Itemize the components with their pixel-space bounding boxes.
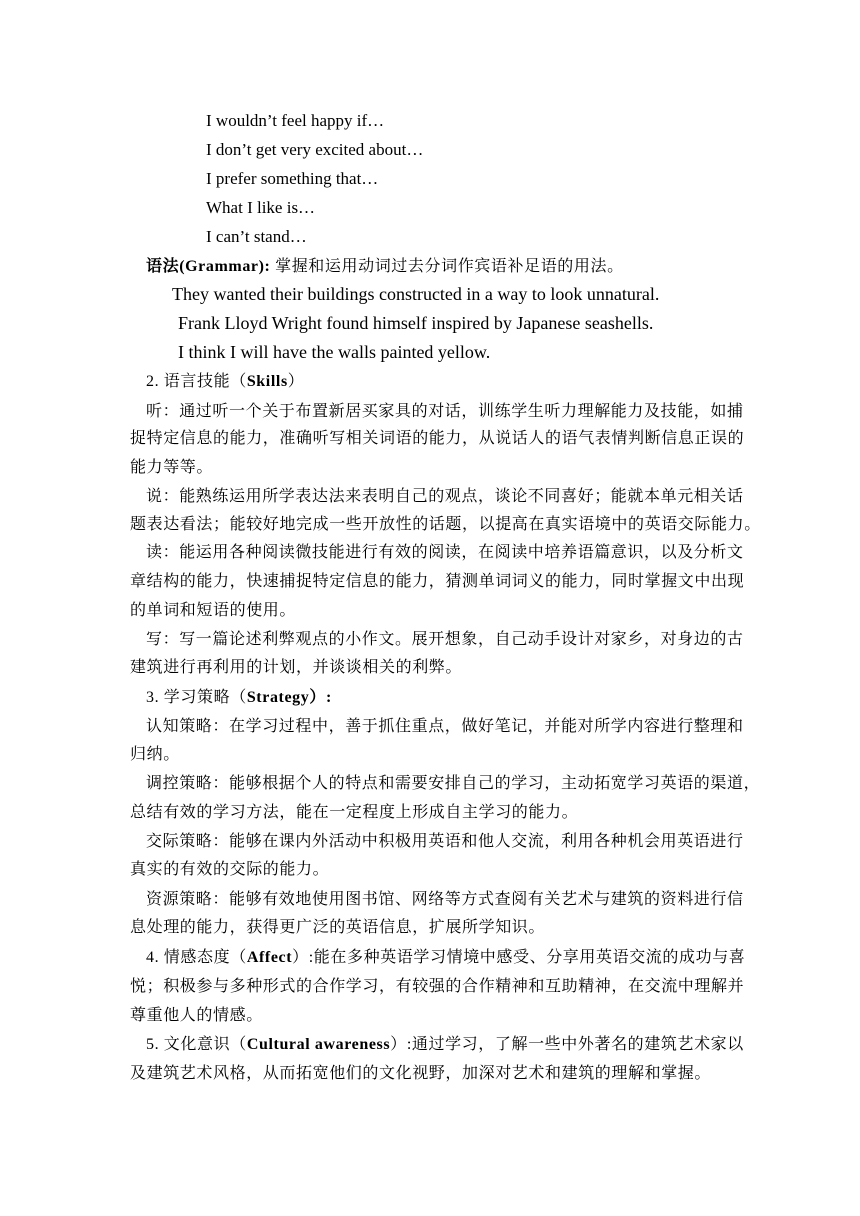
cultural-line: 5. 文化意识（Cultural awareness）:通过学习，了解一些中外著名的建筑艺术家以 <box>146 1036 744 1053</box>
cultural-line: 及建筑艺术风格，从而拓宽他们的文化视野，加深对艺术和建筑的理解和掌握。 <box>130 1065 712 1082</box>
affect-line: 尊重他人的情感。 <box>130 1007 263 1024</box>
regulative-line: 总结有效的学习方法，能在一定程度上形成自主学习的能力。 <box>130 804 579 821</box>
speaking-line: 题表达看法；能较好地完成一些开放性的话题，以提高在真实语境中的英语交际能力。 <box>130 516 761 533</box>
speaking-line: 说：能熟练运用所学表达法来表明自己的观点，谈论不同喜好；能就本单元相关话 <box>146 488 744 505</box>
communicative-line: 真实的有效的交际的能力。 <box>130 861 330 878</box>
phrase-line: I can’t stand… <box>206 227 307 246</box>
writing-line: 写：写一篇论述利弊观点的小作文。展开想象，自己动手设计对家乡，对身边的古 <box>146 631 744 648</box>
strategy-heading: 3. 学习策略（Strategy）: <box>146 689 332 706</box>
listening-line: 听：通过听一个关于布置新居买家具的对话，训练学生听力理解能力及技能，如捕 <box>146 403 744 420</box>
reading-line: 的单词和短语的使用。 <box>130 602 297 619</box>
resource-line: 息处理的能力，获得更广泛的英语信息，扩展所学知识。 <box>130 919 546 936</box>
listening-line: 能力等等。 <box>130 459 214 476</box>
phrase-line: I don’t get very excited about… <box>206 140 424 159</box>
cognitive-line: 认知策略：在学习过程中，善于抓住重点，做好笔记，并能对所学内容进行整理和 <box>146 718 744 735</box>
grammar-example: I think I will have the walls painted yellow. <box>178 342 491 362</box>
resource-line: 资源策略：能够有效地使用图书馆、网络等方式查阅有关艺术与建筑的资料进行信 <box>146 891 744 908</box>
cognitive-line: 归纳。 <box>130 746 180 763</box>
phrase-line: What I like is… <box>206 198 316 217</box>
reading-line: 读：能运用各种阅读微技能进行有效的阅读，在阅读中培养语篇意识，以及分析文 <box>146 544 744 561</box>
affect-line: 悦；积极参与多种形式的合作学习，有较强的合作精神和互助精神，在交流中理解并 <box>130 978 745 995</box>
grammar-label: 语法(Grammar): <box>146 258 271 275</box>
skills-heading: 2. 语言技能（Skills） <box>146 373 305 390</box>
affect-line: 4. 情感态度（Affect）:能在多种英语学习情境中感受、分享用英语交流的成功与喜 <box>146 949 746 966</box>
regulative-line: 调控策略：能够根据个人的特点和需要安排自己的学习，主动拓宽学习英语的渠道， <box>146 775 761 792</box>
listening-line: 捉特定信息的能力，准确听写相关词语的能力，从说话人的语气表情判断信息正误的 <box>130 430 745 447</box>
phrase-line: I prefer something that… <box>206 169 379 188</box>
writing-line: 建筑进行再利用的计划，并谈谈相关的利弊。 <box>130 659 463 676</box>
grammar-example: They wanted their buildings constructed in a way to look unnatural. <box>172 284 660 304</box>
phrase-line: I wouldn’t feel happy if… <box>206 111 385 130</box>
grammar-line <box>146 259 624 275</box>
grammar-example: Frank Lloyd Wright found himself inspired by Japanese seashells. <box>178 313 654 333</box>
communicative-line: 交际策略：能够在课内外活动中积极用英语和他人交流，利用各种机会用英语进行 <box>146 833 744 850</box>
grammar-text: 掌握和运用动词过去分词作宾语补足语的用法。 <box>270 258 624 275</box>
reading-line: 章结构的能力，快速捕捉特定信息的能力，猜测单词词义的能力，同时掌握文中出现 <box>130 573 745 590</box>
